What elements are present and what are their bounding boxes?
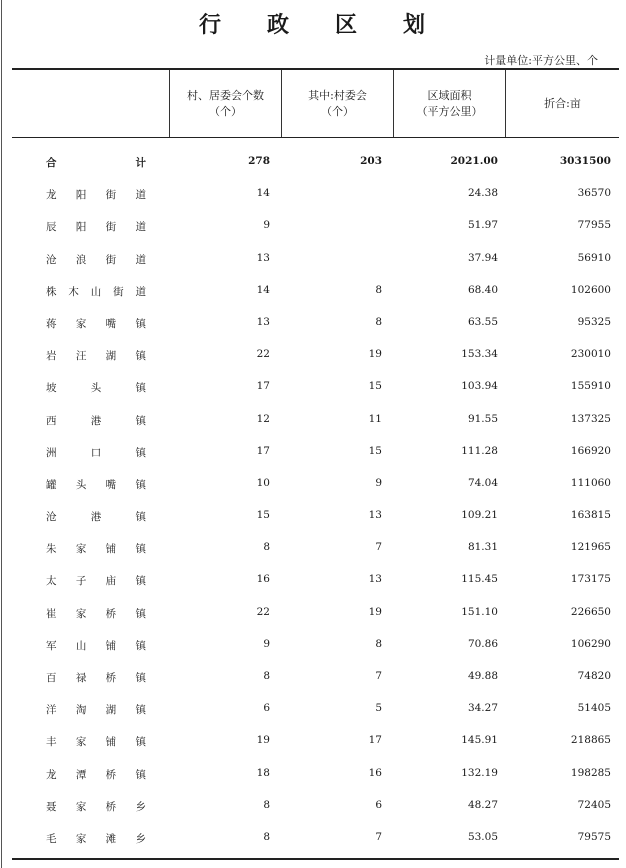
cell-area-km2: 24.38 — [467, 187, 498, 200]
row-name — [46, 316, 146, 331]
cell-area-mu: 198285 — [570, 766, 611, 779]
row-name-char: 湖 — [105, 704, 117, 717]
row-name — [46, 670, 146, 685]
row-name-char: 道 — [135, 285, 146, 298]
row-name-char: 港 — [90, 511, 102, 524]
cell-village-committees: 8 — [375, 315, 382, 328]
cell-village-committees: 8 — [375, 283, 382, 296]
row-name-char: 镇 — [135, 639, 146, 652]
row-name-char: 镇 — [135, 736, 146, 749]
row-name-char: 家 — [75, 832, 87, 845]
row-name — [46, 702, 146, 717]
row-name-char: 镇 — [135, 607, 146, 620]
header-label: 其中:村委会 — [308, 88, 367, 102]
cell-village-resident-committees: 19 — [256, 734, 270, 747]
row-name-char: 沧 — [46, 253, 57, 266]
table-row — [12, 629, 619, 661]
header-unit: （个） — [209, 104, 242, 118]
row-name — [46, 380, 146, 395]
row-name — [46, 477, 146, 492]
row-name — [46, 155, 146, 170]
row-name-char: 龙 — [46, 189, 57, 202]
row-name-char: 浪 — [75, 253, 87, 266]
cell-village-committees: 19 — [368, 605, 382, 618]
row-name-char: 辰 — [46, 221, 57, 234]
row-name-char: 街 — [105, 189, 117, 202]
table-row — [12, 693, 619, 725]
cell-area-mu: 111060 — [570, 476, 611, 489]
page-title — [0, 8, 626, 39]
row-name-char: 洲 — [46, 446, 57, 459]
row-name-char: 汪 — [75, 350, 87, 363]
row-name — [46, 799, 146, 814]
row-name-char: 子 — [75, 575, 87, 588]
cell-village-resident-committees: 9 — [263, 219, 270, 232]
row-name-char: 口 — [90, 446, 102, 459]
cell-village-committees: 11 — [368, 412, 382, 425]
cell-area-mu: 230010 — [570, 348, 611, 361]
cell-area-mu: 72405 — [577, 798, 611, 811]
cell-village-resident-committees: 8 — [263, 670, 270, 682]
row-name-char: 滩 — [105, 832, 117, 845]
cell-area-mu: 95325 — [577, 315, 611, 328]
row-name-char: 西 — [46, 414, 57, 427]
cell-area-km2: 115.45 — [461, 573, 498, 586]
row-name-char: 龙 — [46, 768, 57, 781]
cell-area-km2: 2021.00 — [450, 155, 498, 167]
table-row — [12, 725, 619, 757]
row-name — [46, 348, 146, 363]
row-name-char: 道 — [135, 189, 146, 202]
row-name — [46, 573, 146, 588]
cell-village-committees: 203 — [360, 155, 382, 167]
row-name-char: 镇 — [135, 350, 146, 363]
row-name-char: 淘 — [75, 704, 87, 717]
header-label: 区域面积 — [427, 88, 472, 102]
row-name-char: 罐 — [46, 478, 57, 491]
table-row — [12, 307, 619, 339]
row-name-char: 镇 — [135, 575, 146, 588]
row-name-char: 铺 — [105, 736, 117, 749]
cell-village-committees: 6 — [375, 798, 382, 811]
row-name-char: 军 — [46, 639, 57, 652]
cell-village-resident-committees: 16 — [256, 573, 270, 586]
row-name — [46, 831, 146, 846]
row-name-char: 百 — [46, 672, 57, 684]
row-name-char: 镇 — [135, 414, 146, 427]
cell-village-resident-committees: 15 — [256, 509, 270, 522]
row-name-char: 合 — [46, 157, 57, 169]
cell-village-committees: 15 — [368, 444, 382, 457]
table-row — [12, 275, 619, 307]
row-name — [46, 734, 146, 749]
header-bottom-rule — [12, 137, 619, 138]
row-name-char: 乡 — [135, 800, 146, 813]
row-name — [46, 638, 146, 653]
row-name-char: 株 — [46, 285, 57, 298]
row-name-char: 家 — [75, 543, 87, 556]
cell-area-mu: 106290 — [570, 637, 611, 650]
cell-area-mu: 74820 — [577, 670, 611, 682]
page-edge-line — [1, 0, 2, 868]
row-name-char: 木 — [68, 285, 79, 298]
cell-area-mu: 36570 — [577, 187, 611, 200]
cell-area-km2: 37.94 — [467, 251, 498, 264]
row-name-char: 蒋 — [46, 317, 57, 330]
row-name — [46, 767, 146, 782]
table-row — [12, 758, 619, 790]
row-name-char: 崔 — [46, 607, 57, 620]
cell-area-mu: 226650 — [570, 605, 611, 618]
cell-village-resident-committees: 8 — [263, 798, 270, 811]
cell-area-km2: 153.34 — [461, 348, 498, 361]
cell-area-km2: 51.97 — [467, 219, 498, 232]
cell-village-committees: 13 — [368, 573, 382, 586]
row-name-char: 港 — [90, 414, 102, 427]
cell-village-committees: 9 — [375, 476, 382, 489]
cell-area-mu: 173175 — [570, 573, 611, 586]
table-row — [12, 661, 619, 693]
row-name-char: 镇 — [135, 543, 146, 556]
cell-area-mu: 137325 — [570, 412, 611, 425]
cell-area-mu: 79575 — [577, 830, 611, 843]
row-name-char: 家 — [75, 317, 87, 330]
cell-village-resident-committees: 13 — [256, 251, 270, 264]
cell-area-mu: 51405 — [577, 702, 611, 715]
row-name-char: 毛 — [46, 832, 57, 845]
cell-area-km2: 49.88 — [467, 670, 498, 682]
row-name-char: 桥 — [105, 672, 117, 684]
table-row — [12, 243, 619, 275]
cell-area-km2: 151.10 — [461, 605, 498, 618]
row-name-char: 潭 — [75, 768, 87, 781]
title-char: 政 — [266, 12, 291, 38]
row-name-char: 山 — [90, 285, 102, 298]
cell-village-committees: 7 — [375, 541, 382, 554]
cell-area-km2: 53.05 — [467, 830, 498, 843]
header-unit: （平方公里） — [416, 104, 483, 118]
header-area — [394, 70, 505, 137]
row-name-char: 桥 — [105, 800, 117, 813]
cell-area-mu: 166920 — [570, 444, 611, 457]
row-name-char: 乡 — [135, 832, 146, 845]
table-body — [12, 146, 619, 854]
table-row — [12, 468, 619, 500]
cell-area-mu: 77955 — [577, 219, 611, 232]
row-name-char: 聂 — [46, 800, 57, 813]
row-name-char: 庙 — [105, 575, 117, 588]
row-name-char: 嘴 — [105, 478, 117, 491]
cell-village-committees: 17 — [368, 734, 382, 747]
row-name — [46, 445, 146, 460]
cell-village-resident-committees: 18 — [256, 766, 270, 779]
row-name-char: 头 — [75, 478, 87, 491]
cell-area-km2: 34.27 — [467, 702, 498, 715]
cell-village-resident-committees: 6 — [263, 702, 270, 715]
row-name-char: 铺 — [105, 639, 117, 652]
cell-village-resident-committees: 17 — [256, 380, 270, 393]
cell-village-resident-committees: 13 — [256, 315, 270, 328]
row-name-char: 道 — [135, 221, 146, 234]
table-row — [12, 371, 619, 403]
cell-area-mu: 121965 — [570, 541, 611, 554]
cell-area-mu: 3031500 — [559, 155, 611, 167]
row-name-char: 禄 — [75, 672, 87, 684]
row-name-char: 家 — [75, 736, 87, 749]
cell-village-resident-committees: 22 — [256, 348, 270, 361]
cell-area-mu: 155910 — [570, 380, 611, 393]
row-name — [46, 606, 146, 621]
row-name-char: 镇 — [135, 704, 146, 717]
cell-village-resident-committees: 10 — [256, 476, 270, 489]
row-name-char: 阳 — [75, 189, 87, 202]
cell-village-resident-committees: 22 — [256, 605, 270, 618]
table-row — [12, 822, 619, 854]
row-name-char: 镇 — [135, 672, 146, 684]
table-row — [12, 339, 619, 371]
row-name-char: 山 — [75, 639, 87, 652]
row-name-char: 朱 — [46, 543, 57, 556]
row-name-char: 家 — [75, 607, 87, 620]
cell-village-committees: 19 — [368, 348, 382, 361]
table-row — [12, 178, 619, 210]
cell-area-km2: 132.19 — [461, 766, 498, 779]
row-name — [46, 252, 146, 267]
row-name — [46, 413, 146, 428]
row-name-char: 嘴 — [105, 317, 117, 330]
cell-village-resident-committees: 9 — [263, 637, 270, 650]
row-name-char: 镇 — [135, 446, 146, 459]
table-bottom-rule — [12, 858, 619, 860]
header-village-committees — [282, 70, 393, 137]
table-row — [12, 500, 619, 532]
cell-village-committees: 7 — [375, 830, 382, 843]
cell-village-committees: 13 — [368, 509, 382, 522]
row-name-char: 道 — [135, 253, 146, 266]
cell-village-resident-committees: 8 — [263, 541, 270, 554]
cell-area-mu: 56910 — [577, 251, 611, 264]
row-name-char: 湖 — [105, 350, 117, 363]
cell-area-km2: 74.04 — [467, 476, 498, 489]
row-name — [46, 187, 146, 202]
row-name — [46, 541, 146, 556]
table-row — [12, 790, 619, 822]
row-name-char: 街 — [105, 253, 117, 266]
row-name-char: 阳 — [75, 221, 87, 234]
cell-area-km2: 145.91 — [461, 734, 498, 747]
header-unit: （个） — [321, 104, 354, 118]
row-name-char: 太 — [46, 575, 57, 588]
cell-village-committees: 8 — [375, 637, 382, 650]
row-name-char: 镇 — [135, 478, 146, 491]
cell-area-km2: 81.31 — [467, 541, 498, 554]
header-area-mu — [506, 70, 619, 137]
cell-area-km2: 111.28 — [461, 444, 498, 457]
table-row — [12, 564, 619, 596]
cell-village-resident-committees: 14 — [256, 187, 270, 200]
row-name-char: 街 — [113, 285, 124, 298]
row-name-char: 街 — [105, 221, 117, 234]
header-label: 折合:亩 — [544, 96, 581, 110]
title-char: 行 — [198, 12, 223, 38]
title-char: 划 — [403, 12, 428, 38]
row-name-char: 洋 — [46, 704, 57, 717]
row-name-char: 桥 — [105, 768, 117, 781]
cell-village-resident-committees: 278 — [248, 155, 270, 167]
cell-village-resident-committees: 12 — [256, 412, 270, 425]
cell-area-mu: 102600 — [570, 283, 611, 296]
table-row — [12, 597, 619, 629]
cell-area-km2: 63.55 — [467, 315, 498, 328]
row-name-char: 沧 — [46, 511, 57, 524]
table-row — [12, 404, 619, 436]
header-label: 村、居委会个数 — [187, 88, 264, 102]
row-name — [46, 219, 146, 234]
cell-area-km2: 103.94 — [461, 380, 498, 393]
row-name-char: 家 — [75, 800, 87, 813]
cell-village-resident-committees: 8 — [263, 830, 270, 843]
row-name-char: 镇 — [135, 768, 146, 781]
cell-village-committees: 5 — [375, 702, 382, 715]
total-row — [12, 146, 619, 178]
row-name — [46, 284, 146, 299]
row-name-char: 坡 — [46, 382, 57, 395]
cell-village-committees: 16 — [368, 766, 382, 779]
cell-area-km2: 91.55 — [467, 412, 498, 425]
row-name-char: 镇 — [135, 382, 146, 395]
row-name-char: 计 — [135, 157, 146, 169]
row-name-char: 桥 — [105, 607, 117, 620]
cell-area-mu: 218865 — [570, 734, 611, 747]
row-name-char: 丰 — [46, 736, 57, 749]
title-char: 区 — [335, 12, 360, 38]
table-row — [12, 210, 619, 242]
cell-area-km2: 68.40 — [467, 283, 498, 296]
row-name — [46, 509, 146, 524]
cell-village-resident-committees: 14 — [256, 283, 270, 296]
row-name-char: 头 — [90, 382, 102, 395]
row-name-char: 铺 — [105, 543, 117, 556]
table-row — [12, 532, 619, 564]
unit-note: 计量单位:平方公里、个 — [484, 54, 598, 67]
cell-village-committees: 15 — [368, 380, 382, 393]
cell-area-km2: 48.27 — [467, 798, 498, 811]
cell-area-km2: 109.21 — [461, 509, 498, 522]
table-row — [12, 436, 619, 468]
cell-area-mu: 163815 — [570, 509, 611, 522]
row-name-char: 镇 — [135, 317, 146, 330]
cell-village-committees: 7 — [375, 670, 382, 682]
cell-area-km2: 70.86 — [467, 637, 498, 650]
row-name-char: 镇 — [135, 511, 146, 524]
cell-village-resident-committees: 17 — [256, 444, 270, 457]
row-name-char: 岩 — [46, 350, 57, 363]
header-village-resident-committees — [170, 70, 281, 137]
